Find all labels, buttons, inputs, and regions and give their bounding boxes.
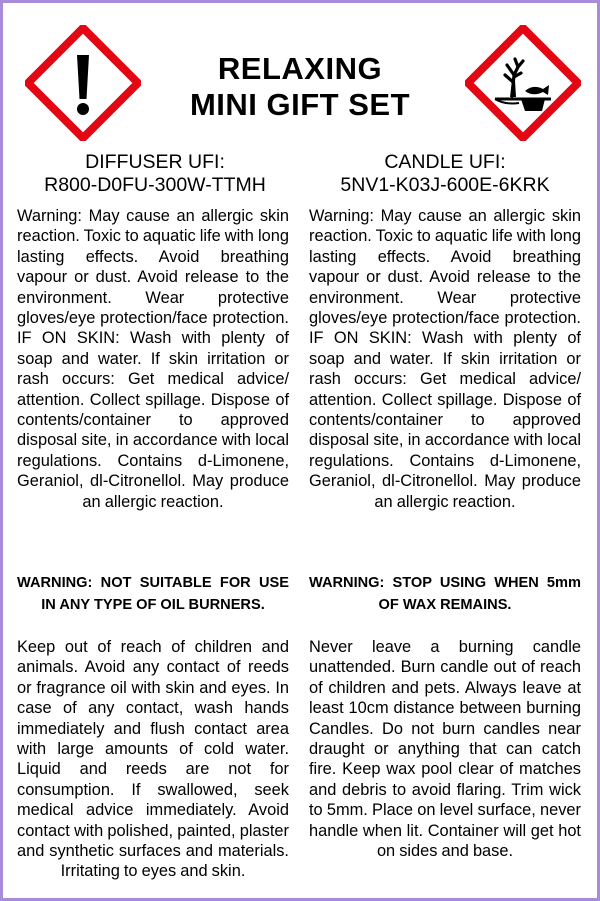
diffuser-ufi-code: R800-D0FU-300W-TTMH <box>44 174 266 196</box>
diffuser-usage-heading: WARNING: NOT SUITABLE FOR USE IN ANY TYPE OF OIL BURNERS. <box>17 575 289 613</box>
exclamation-mark-hazard-icon <box>25 25 141 141</box>
environment-hazard-icon <box>465 25 581 141</box>
candle-ufi-block <box>300 151 590 197</box>
candle-usage-heading: WARNING: STOP USING WHEN 5mm OF WAX REMAINS. <box>309 575 581 613</box>
safety-label <box>3 3 597 898</box>
diffuser-usage-text: Keep out of reach of children and animals. Avoid any contact of reeds or fragrance oil with skin and eyes. In case of any contact, wash hands immediately and flush contact area with large amounts of cold water. Liquid and reeds are not for consumption. If swallowed, seek medical advice immediately. Avoid contact with polished, painted, plaster and synthetic surfaces and materials. Irritating to eyes and skin. <box>17 638 289 881</box>
candle-usage-text: Never leave a burning candle unattended. Burn candle out of reach of children and pets. Always leave at least 10cm distance between burning Candles. Do not burn candles near draught or anything that can catch fire. Keep wax pool clear of matches and debris to avoid flaring. Trim wick to 5mm. Place on level surface, never handle when lit. Container will get hot on sides and base. <box>309 638 581 861</box>
candle-ufi-code: 5NV1-K03J-600E-6KRK <box>340 174 550 196</box>
title-line-2: MINI GIFT SET <box>189 87 411 122</box>
candle-warning-text: Warning: May cause an allergic skin reaction. Toxic to aquatic life with long lasting effects. Avoid breathing vapour or dust. Avoid release to the environment. Wear protective gloves/eye protection/face protection. IF ON SKIN: Wash with plenty of soap and water. If skin irritation or rash occurs: Get medical advice/ attention. Collect spillage. Dispose of contents/container to approved disposal site, in accordance with local regulations. Contains d-Limonene, Geraniol, dl-Citronellol. May produce an allergic reaction. <box>309 207 581 511</box>
diffuser-ufi-label: DIFFUSER UFI: <box>85 151 225 173</box>
candle-ufi-label: CANDLE UFI: <box>384 151 506 173</box>
product-title <box>143 51 457 123</box>
title-line-1: RELAXING <box>217 51 383 86</box>
diffuser-ufi-block <box>10 151 300 197</box>
diffuser-warning-text: Warning: May cause an allergic skin reaction. Toxic to aquatic life with long lasting effects. Avoid breathing vapour or dust. Avoid release to the environment. Wear protective gloves/eye protection/face protection. IF ON SKIN: Wash with plenty of soap and water. If skin irritation or rash occurs: Get medical advice/ attention. Collect spillage. Dispose of contents/container to approved disposal site, in accordance with local regulations. Contains d-Limonene, Geraniol, dl-Citronellol. May produce an allergic reaction. <box>17 207 289 511</box>
